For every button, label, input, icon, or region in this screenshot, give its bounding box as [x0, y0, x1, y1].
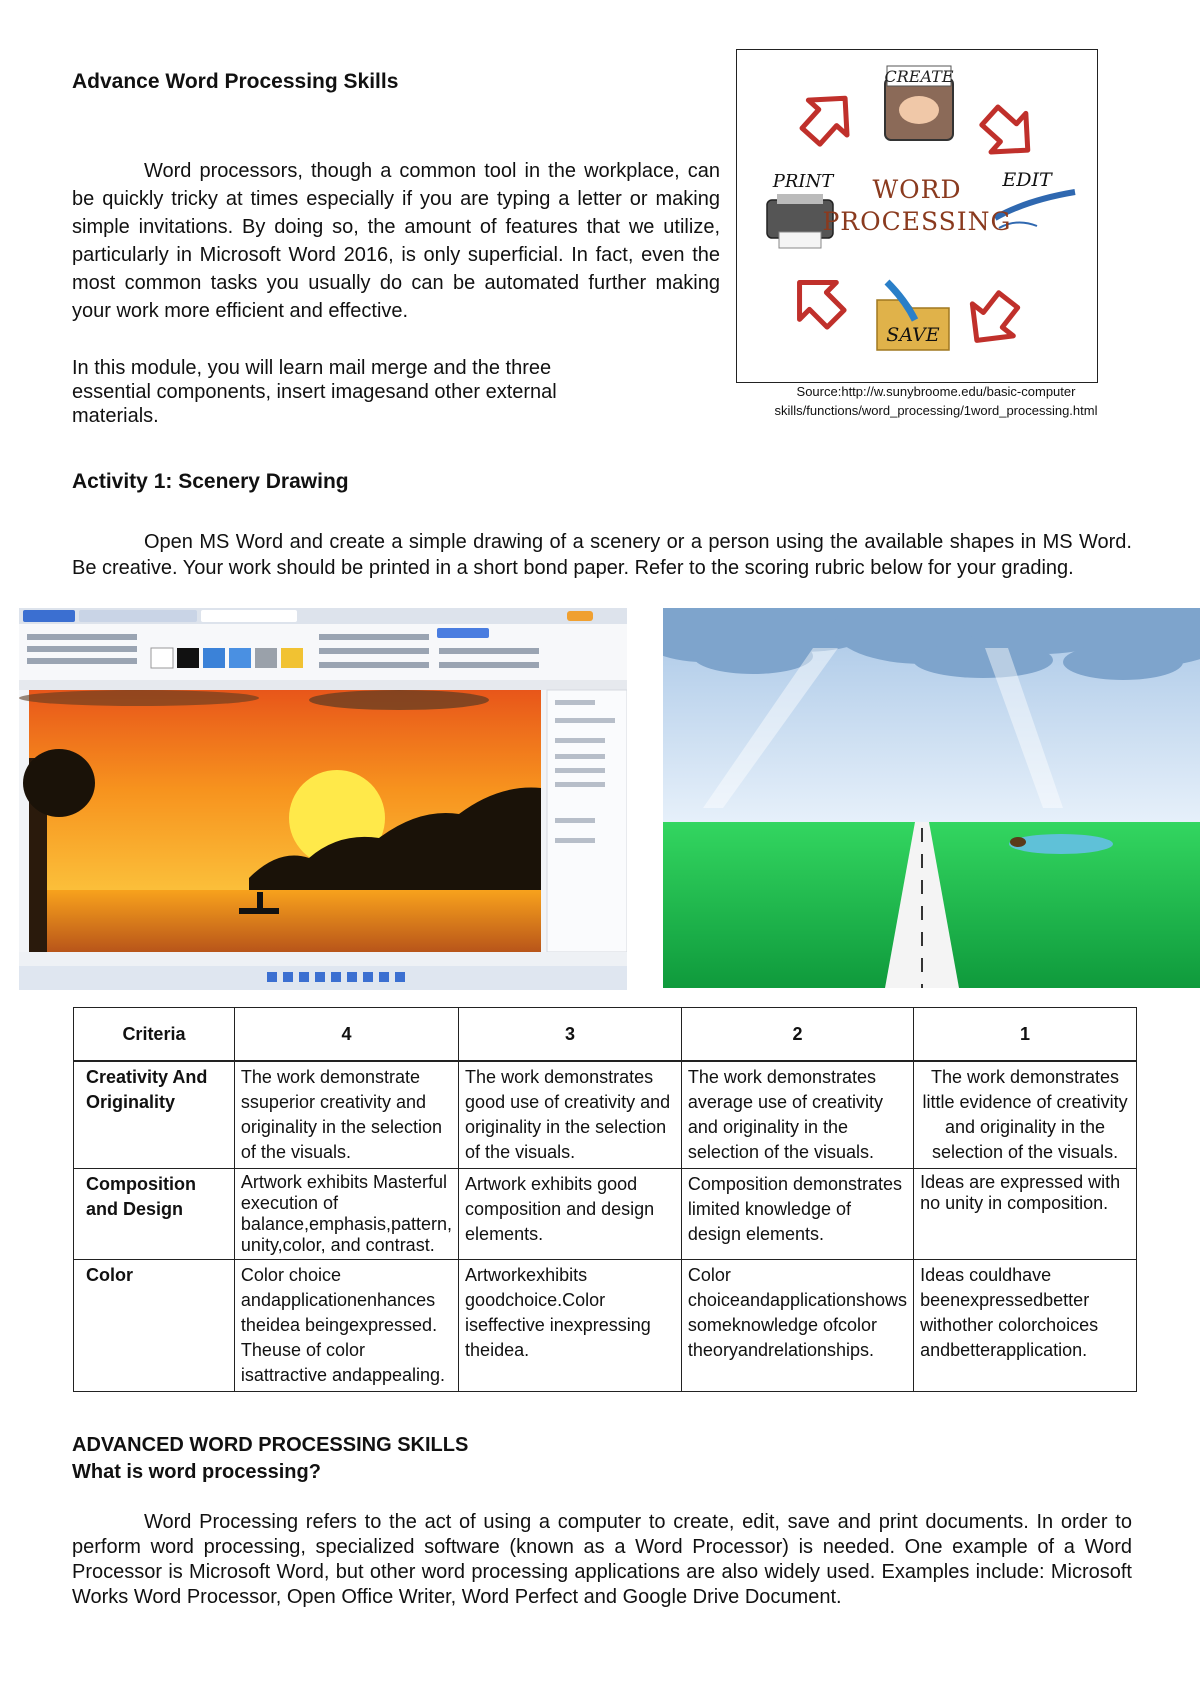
boat [239, 908, 279, 914]
arrow-print-to-create [792, 81, 865, 154]
header-score-4: 4 [234, 1008, 458, 1062]
clouds [663, 608, 1200, 680]
section-heading [72, 1432, 468, 1486]
create-label: CREATE [884, 67, 954, 86]
header-score-2: 2 [681, 1008, 913, 1062]
tree [23, 749, 95, 817]
rubric-header-row [74, 1008, 1137, 1062]
center-word: WORD [872, 175, 962, 204]
header-criteria: Criteria [74, 1008, 235, 1062]
criteria-cell: Composition and Design [74, 1169, 235, 1260]
table-cell: The work demonstrate ssuperior creativity and originality in the selection of the visuals. [234, 1061, 458, 1169]
table-cell: The work demonstrates average use of creativity and originality in the selection of the visuals. [681, 1061, 913, 1169]
activity-paragraph [72, 529, 1132, 581]
section-subtitle: What is word processing? [72, 1461, 321, 1483]
arrow-save-to-print [781, 264, 854, 337]
table-cell: The work demonstrates good use of creativity and originality in the selection of the visuals. [459, 1061, 682, 1169]
definition-paragraph [72, 1510, 1132, 1610]
table-cell: Ideas are expressed with no unity in composition. [914, 1169, 1137, 1260]
table-cell: Composition demonstrates limited knowledge of design elements. [681, 1169, 913, 1260]
road-scenery [663, 608, 1200, 988]
table-row [74, 1061, 1137, 1169]
module-paragraph: In this module, you will learn mail merge and the three essential components, insert imagesand other external materials. [72, 357, 557, 427]
page-title: Advance Word Processing Skills [72, 70, 399, 93]
center-processing: PROCESSING [822, 207, 1012, 236]
sunset-drawing-screenshot [19, 608, 627, 990]
image-source [736, 382, 1136, 420]
source-line-2: skills/functions/word_processing/1word_processing.html [774, 403, 1098, 418]
source-line-1: Source:http://w.sunybroome.edu/basic-computer [796, 384, 1076, 399]
table-cell: Artworkexhibits goodchoice.Color iseffective inexpressing theidea. [459, 1260, 682, 1392]
table-cell: Artwork exhibits good composition and design elements. [459, 1169, 682, 1260]
criteria-cell: Color [74, 1260, 235, 1392]
table-cell: Artwork exhibits Masterful execution of balance,emphasis,pattern, unity,color, and contrast. [234, 1169, 458, 1260]
road-scenery-drawing [663, 608, 1200, 988]
editor-screenshot [19, 608, 627, 990]
table-cell: Color choiceandapplicationshows someknowledge ofcolor theoryandrelationships. [681, 1260, 913, 1392]
save-node [877, 282, 949, 350]
arrow-create-to-edit [972, 97, 1045, 170]
table-row [74, 1169, 1137, 1260]
section-title: ADVANCED WORD PROCESSING SKILLS [72, 1434, 469, 1456]
edit-label: EDIT [1002, 169, 1052, 191]
table-cell: Color choice andapplicationenhances theidea beingexpressed. Theuse of color isattractive andappealing. [234, 1260, 458, 1392]
save-label: SAVE [886, 324, 940, 346]
word-processing-cycle-figure [736, 49, 1098, 383]
activity-text: Open MS Word and create a simple drawing of a scenery or a person using the available shapes in MS Word. Be creative. Your work should be printed in a short bond paper. Refer to the scoring rubric below for your grading. [72, 531, 1132, 579]
cycle-diagram [737, 50, 1097, 382]
intro-paragraph [72, 157, 720, 325]
create-node [885, 66, 954, 140]
table-cell: The work demonstrates little evidence of creativity and originality in the selection of the visuals. [914, 1061, 1137, 1169]
scoring-rubric-table [73, 1007, 1137, 1392]
table-row [74, 1260, 1137, 1392]
header-score-3: 3 [459, 1008, 682, 1062]
activity-title: Activity 1: Scenery Drawing [72, 470, 349, 493]
arrow-edit-to-save [956, 284, 1028, 356]
table-cell: Ideas couldhave beenexpressedbetter withother colorchoices andbetterapplication. [914, 1260, 1137, 1392]
criteria-cell: Creativity And Originality [74, 1061, 235, 1169]
print-label: PRINT [772, 171, 834, 192]
header-score-1: 1 [914, 1008, 1137, 1062]
definition-text: Word Processing refers to the act of using a computer to create, edit, save and print documents. In order to perform word processing, specialized software (known as a Word Processor) is needed. One example of a Word Processor is Microsoft Word, but other word processing applications are also widely used. Examples include: Microsoft Works Word Processor, Open Office Writer, Word Perfect and Google Drive Document. [72, 1511, 1132, 1608]
intro-text: Word processors, though a common tool in the workplace, can be quickly tricky at times especially if you are typing a letter or making simple invitations. By doing so, the amount of features that we utilize, particularly in Microsoft Word 2016, is only superficial. In fact, even the most common tasks you usually do can be automated further making your work more efficient and effective. [72, 160, 720, 322]
